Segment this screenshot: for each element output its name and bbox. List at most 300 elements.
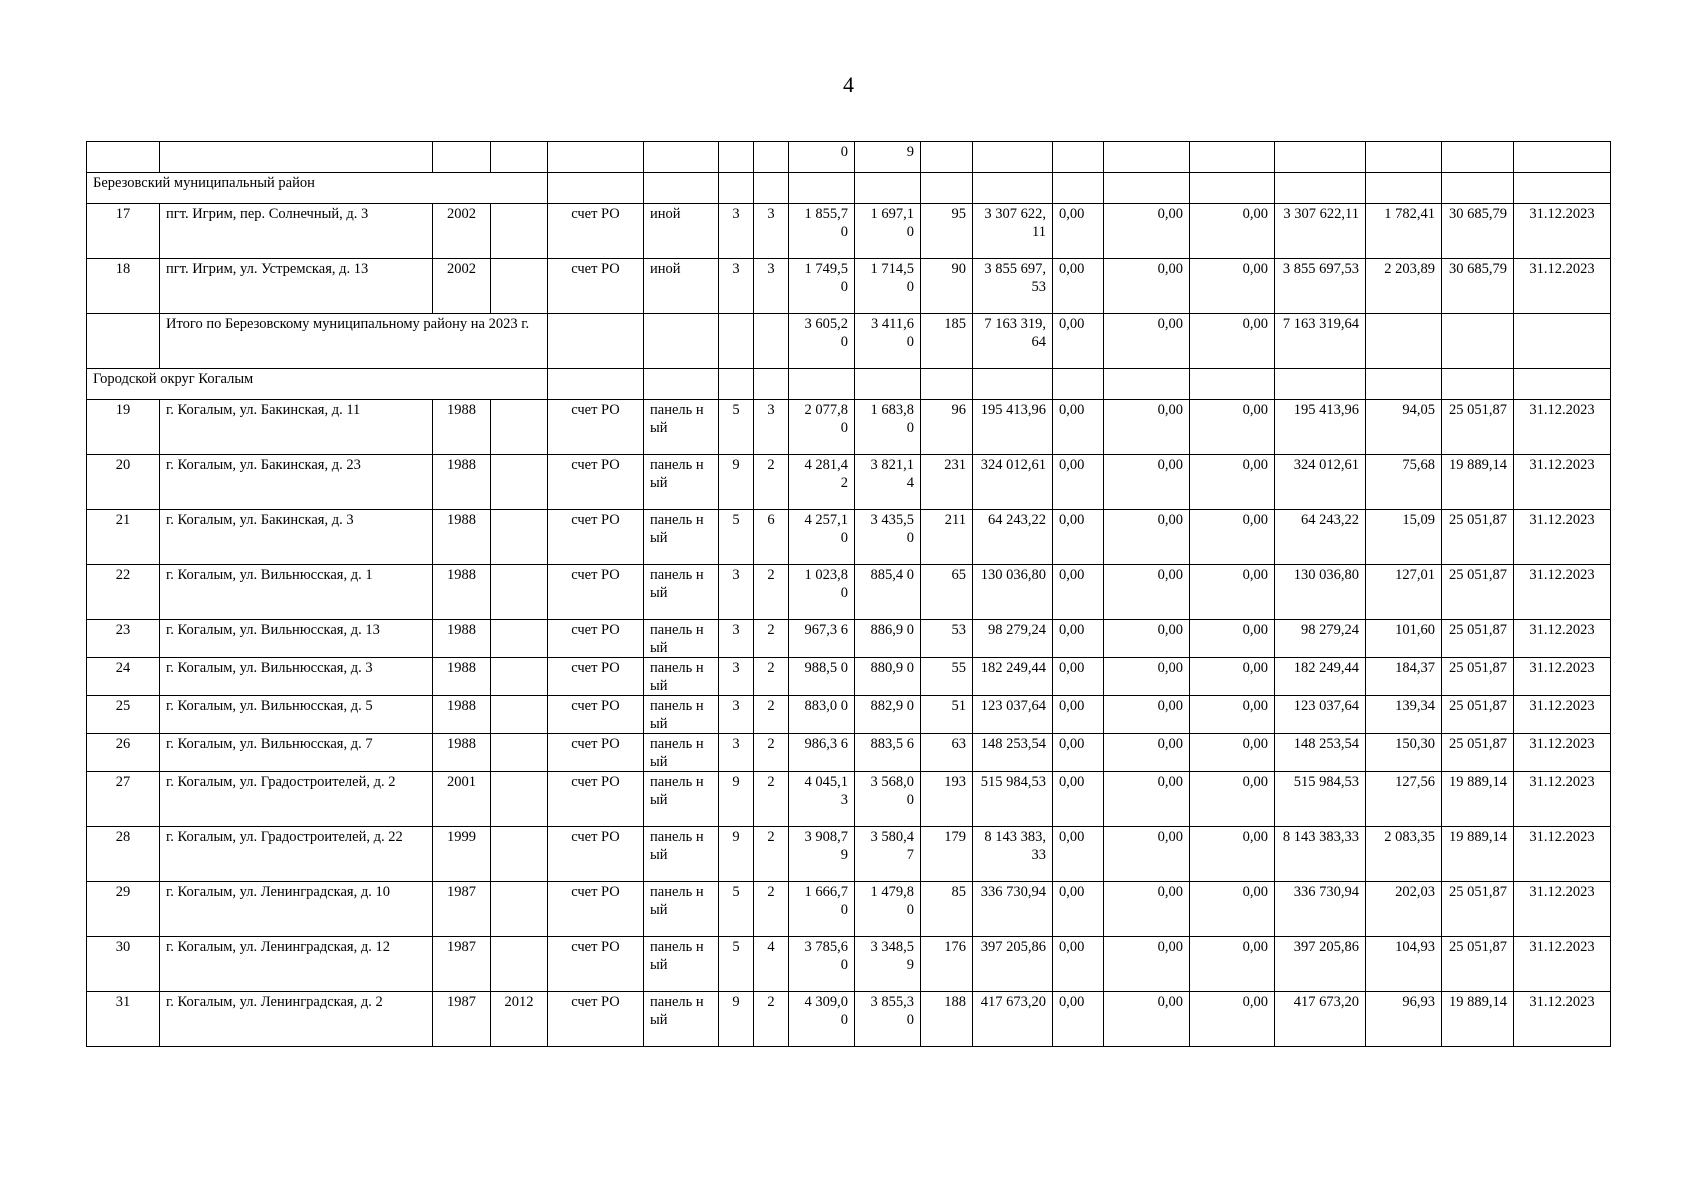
- fund-cell: 0,00: [1190, 827, 1275, 882]
- unit-cost-cell: 127,56: [1366, 772, 1442, 827]
- fund-cell: 0,00: [1053, 696, 1104, 734]
- row-number-cell: 24: [87, 658, 160, 696]
- year-repair-cell: [491, 696, 548, 734]
- area-total-cell: 883,0 0: [789, 696, 855, 734]
- area-living-cell: 1 479,8 0: [855, 882, 921, 937]
- empty-cell: [754, 369, 789, 400]
- limit-cost-cell: 25 051,87: [1442, 620, 1514, 658]
- residents-cell: 95: [921, 204, 973, 259]
- floors-cell: 5: [719, 937, 754, 992]
- row-number-cell: 20: [87, 455, 160, 510]
- empty-cell: [719, 314, 754, 369]
- limit-cost-cell: 19 889,14: [1442, 827, 1514, 882]
- fund-cell: 0,00: [1190, 937, 1275, 992]
- owners-funds-cell: 324 012,61: [1275, 455, 1366, 510]
- deadline-cell: 31.12.2023: [1514, 696, 1611, 734]
- year-repair-cell: [491, 510, 548, 565]
- deadline-cell: 31.12.2023: [1514, 827, 1611, 882]
- row-number-cell: 25: [87, 696, 160, 734]
- unit-cost-cell: 139,34: [1366, 696, 1442, 734]
- wall-material-cell: панель ный: [644, 658, 719, 696]
- cost-cell: 64 243,22: [973, 510, 1053, 565]
- fund-cell: 0,00: [1053, 658, 1104, 696]
- limit-cost-cell: 25 051,87: [1442, 734, 1514, 772]
- residents-cell: 193: [921, 772, 973, 827]
- wall-material-cell: панель ный: [644, 992, 719, 1047]
- empty-cell: [719, 369, 754, 400]
- entrances-cell: 3: [754, 259, 789, 314]
- entrances-cell: 2: [754, 882, 789, 937]
- fund-cell: 0,00: [1190, 992, 1275, 1047]
- area-total-cell: 1 666,7 0: [789, 882, 855, 937]
- table-row: [87, 455, 1611, 510]
- entrances-cell: 2: [754, 620, 789, 658]
- year-repair-cell: [491, 937, 548, 992]
- fund-cell: 0,00: [1190, 400, 1275, 455]
- empty-cell: [87, 314, 160, 369]
- entrances-cell: 2: [754, 772, 789, 827]
- year-repair-cell: [491, 565, 548, 620]
- fund-cell: 0,00: [1053, 992, 1104, 1047]
- fund-cell: 0,00: [1104, 992, 1190, 1047]
- wall-material-cell: иной: [644, 259, 719, 314]
- fund-cell: 0,00: [1190, 455, 1275, 510]
- floors-cell: 3: [719, 734, 754, 772]
- cost-cell: 123 037,64: [973, 696, 1053, 734]
- limit-cost-cell: 30 685,79: [1442, 259, 1514, 314]
- row-number-cell: 21: [87, 510, 160, 565]
- area-living-cell: 1 714,5 0: [855, 259, 921, 314]
- fund-cell: 0,00: [1053, 314, 1104, 369]
- row-number-cell: 22: [87, 565, 160, 620]
- address-cell: г. Когалым, ул. Ленинградская, д. 12: [160, 937, 433, 992]
- cost-cell: 148 253,54: [973, 734, 1053, 772]
- unit-cost-cell: 184,37: [1366, 658, 1442, 696]
- table-row: [87, 259, 1611, 314]
- empty-cell: [921, 369, 973, 400]
- address-cell: пгт. Игрим, ул. Устремская, д. 13: [160, 259, 433, 314]
- limit-cost-cell: 25 051,87: [1442, 510, 1514, 565]
- area-living-cell: 3 855,3 0: [855, 992, 921, 1047]
- fund-cell: 0,00: [1104, 314, 1190, 369]
- fund-method-cell: счет РО: [548, 400, 644, 455]
- deadline-cell: 31.12.2023: [1514, 992, 1611, 1047]
- deadline-cell: 31.12.2023: [1514, 658, 1611, 696]
- year-repair-cell: [491, 734, 548, 772]
- owners-funds-cell: 123 037,64: [1275, 696, 1366, 734]
- empty-cell: [973, 369, 1053, 400]
- floors-cell: 5: [719, 510, 754, 565]
- area-living-cell: 3 580,4 7: [855, 827, 921, 882]
- area-living-cell: 3 348,5 9: [855, 937, 921, 992]
- year-built-cell: 1987: [433, 882, 491, 937]
- fund-cell: 0,00: [1104, 620, 1190, 658]
- floors-cell: 9: [719, 455, 754, 510]
- cost-cell: 130 036,80: [973, 565, 1053, 620]
- cost-cell: 182 249,44: [973, 658, 1053, 696]
- empty-cell: [1366, 369, 1442, 400]
- row-number-cell: 19: [87, 400, 160, 455]
- fund-method-cell: счет РО: [548, 565, 644, 620]
- entrances-cell: 2: [754, 455, 789, 510]
- residents-cell: 211: [921, 510, 973, 565]
- owners-funds-cell: 130 036,80: [1275, 565, 1366, 620]
- fund-cell: 0,00: [1053, 937, 1104, 992]
- floors-cell: 3: [719, 204, 754, 259]
- area-total-cell: 3 605,2 0: [789, 314, 855, 369]
- table-row: [87, 565, 1611, 620]
- area-living-cell: 883,5 6: [855, 734, 921, 772]
- year-built-cell: 1988: [433, 455, 491, 510]
- residents-cell: 188: [921, 992, 973, 1047]
- empty-cell: [789, 369, 855, 400]
- residents-cell: 63: [921, 734, 973, 772]
- fund-cell: 0,00: [1104, 565, 1190, 620]
- area-living-cell: 3 568,0 0: [855, 772, 921, 827]
- total-label: Итого по Березовскому муниципальному району на 2023 г.: [160, 314, 548, 369]
- residents-cell: 179: [921, 827, 973, 882]
- area-total-cell: 0: [789, 142, 855, 173]
- year-built-cell: 1987: [433, 937, 491, 992]
- unit-cost-cell: 2 203,89: [1366, 259, 1442, 314]
- limit-cost-cell: 19 889,14: [1442, 992, 1514, 1047]
- limit-cost-cell: 30 685,79: [1442, 204, 1514, 259]
- owners-funds-cell: 336 730,94: [1275, 882, 1366, 937]
- wall-material-cell: панель ный: [644, 455, 719, 510]
- entrances-cell: 2: [754, 734, 789, 772]
- fund-cell: 0,00: [1053, 772, 1104, 827]
- fund-cell: 0,00: [1190, 620, 1275, 658]
- area-total-cell: 3 785,6 0: [789, 937, 855, 992]
- page-number: 4: [843, 72, 854, 97]
- residents-cell: 65: [921, 565, 973, 620]
- owners-funds-cell: 515 984,53: [1275, 772, 1366, 827]
- row-number-cell: 18: [87, 259, 160, 314]
- fund-cell: 0,00: [1190, 314, 1275, 369]
- fund-cell: 0,00: [1190, 882, 1275, 937]
- address-cell: г. Когалым, ул. Бакинская, д. 11: [160, 400, 433, 455]
- unit-cost-cell: 127,01: [1366, 565, 1442, 620]
- area-living-cell: 882,9 0: [855, 696, 921, 734]
- table-row: [87, 142, 1611, 173]
- year-repair-cell: [491, 658, 548, 696]
- floors-cell: 3: [719, 620, 754, 658]
- owners-funds-cell: 182 249,44: [1275, 658, 1366, 696]
- unit-cost-cell: 96,93: [1366, 992, 1442, 1047]
- table-row: [87, 658, 1611, 696]
- year-repair-cell: 2012: [491, 992, 548, 1047]
- fund-cell: 0,00: [1053, 565, 1104, 620]
- cost-cell: 7 163 319,64: [973, 314, 1053, 369]
- fund-cell: 0,00: [1104, 204, 1190, 259]
- fund-cell: 0,00: [1190, 510, 1275, 565]
- housing-repair-table: [86, 141, 1611, 1047]
- deadline-cell: 31.12.2023: [1514, 400, 1611, 455]
- fund-method-cell: счет РО: [548, 204, 644, 259]
- owners-funds-cell: 195 413,96: [1275, 400, 1366, 455]
- fund-method-cell: счет РО: [548, 259, 644, 314]
- fund-method-cell: счет РО: [548, 696, 644, 734]
- floors-cell: 5: [719, 882, 754, 937]
- year-built-cell: 1988: [433, 400, 491, 455]
- fund-cell: 0,00: [1104, 696, 1190, 734]
- row-number-cell: 26: [87, 734, 160, 772]
- wall-material-cell: панель ный: [644, 827, 719, 882]
- empty-cell: [644, 369, 719, 400]
- year-built-cell: 1988: [433, 565, 491, 620]
- fund-cell: 0,00: [1104, 658, 1190, 696]
- year-built-cell: 1987: [433, 992, 491, 1047]
- empty-cell: [754, 314, 789, 369]
- area-living-cell: 3 411,6 0: [855, 314, 921, 369]
- wall-material-cell: панель ный: [644, 734, 719, 772]
- unit-cost-cell: 150,30: [1366, 734, 1442, 772]
- total-row: [87, 314, 1611, 369]
- year-repair-cell: [491, 620, 548, 658]
- row-number-cell: 31: [87, 992, 160, 1047]
- area-living-cell: 886,9 0: [855, 620, 921, 658]
- cost-cell: 336 730,94: [973, 882, 1053, 937]
- owners-funds-cell: 98 279,24: [1275, 620, 1366, 658]
- floors-cell: 9: [719, 772, 754, 827]
- area-total-cell: 4 309,0 0: [789, 992, 855, 1047]
- row-number-cell: 30: [87, 937, 160, 992]
- area-living-cell: 885,4 0: [855, 565, 921, 620]
- fund-method-cell: счет РО: [548, 658, 644, 696]
- year-repair-cell: [491, 259, 548, 314]
- empty-cell: [1442, 369, 1514, 400]
- residents-cell: 53: [921, 620, 973, 658]
- fund-cell: 0,00: [1104, 455, 1190, 510]
- entrances-cell: 2: [754, 658, 789, 696]
- entrances-cell: 4: [754, 937, 789, 992]
- fund-cell: 0,00: [1190, 696, 1275, 734]
- area-total-cell: 4 257,1 0: [789, 510, 855, 565]
- section-title-kogalym: Городской округ Когалым: [87, 369, 548, 400]
- deadline-cell: 31.12.2023: [1514, 937, 1611, 992]
- section-row: [87, 173, 1611, 204]
- table-row: [87, 882, 1611, 937]
- empty-cell: [1275, 369, 1366, 400]
- fund-cell: 0,00: [1053, 259, 1104, 314]
- limit-cost-cell: 25 051,87: [1442, 400, 1514, 455]
- row-number-cell: 17: [87, 204, 160, 259]
- limit-cost-cell: 19 889,14: [1442, 455, 1514, 510]
- year-repair-cell: [491, 455, 548, 510]
- fund-cell: 0,00: [1104, 259, 1190, 314]
- table-row: [87, 992, 1611, 1047]
- fund-cell: 0,00: [1104, 400, 1190, 455]
- area-living-cell: 1 697,1 0: [855, 204, 921, 259]
- owners-funds-cell: 148 253,54: [1275, 734, 1366, 772]
- wall-material-cell: панель ный: [644, 696, 719, 734]
- wall-material-cell: иной: [644, 204, 719, 259]
- area-total-cell: 988,5 0: [789, 658, 855, 696]
- unit-cost-cell: 15,09: [1366, 510, 1442, 565]
- fund-cell: 0,00: [1053, 204, 1104, 259]
- area-total-cell: 986,3 6: [789, 734, 855, 772]
- unit-cost-cell: 101,60: [1366, 620, 1442, 658]
- area-total-cell: 2 077,8 0: [789, 400, 855, 455]
- deadline-cell: 31.12.2023: [1514, 455, 1611, 510]
- fund-cell: 0,00: [1053, 734, 1104, 772]
- unit-cost-cell: 94,05: [1366, 400, 1442, 455]
- owners-funds-cell: 397 205,86: [1275, 937, 1366, 992]
- fund-method-cell: счет РО: [548, 772, 644, 827]
- fund-method-cell: счет РО: [548, 992, 644, 1047]
- owners-funds-cell: 3 855 697,53: [1275, 259, 1366, 314]
- unit-cost-cell: 104,93: [1366, 937, 1442, 992]
- owners-funds-cell: 8 143 383,33: [1275, 827, 1366, 882]
- residents-cell: 90: [921, 259, 973, 314]
- wall-material-cell: панель ный: [644, 937, 719, 992]
- year-built-cell: 2001: [433, 772, 491, 827]
- fund-cell: 0,00: [1104, 772, 1190, 827]
- empty-cell: [548, 314, 644, 369]
- cost-cell: 3 855 697,53: [973, 259, 1053, 314]
- deadline-cell: 31.12.2023: [1514, 204, 1611, 259]
- residents-cell: 55: [921, 658, 973, 696]
- row-number-cell: 23: [87, 620, 160, 658]
- fund-method-cell: счет РО: [548, 827, 644, 882]
- owners-funds-cell: 64 243,22: [1275, 510, 1366, 565]
- wall-material-cell: панель ный: [644, 565, 719, 620]
- area-total-cell: 967,3 6: [789, 620, 855, 658]
- table-row: [87, 204, 1611, 259]
- area-total-cell: 4 045,1 3: [789, 772, 855, 827]
- residents-cell: 185: [921, 314, 973, 369]
- floors-cell: 3: [719, 259, 754, 314]
- year-built-cell: 1988: [433, 696, 491, 734]
- address-cell: г. Когалым, ул. Ленинградская, д. 10: [160, 882, 433, 937]
- cost-cell: 324 012,61: [973, 455, 1053, 510]
- empty-cell: [1053, 369, 1104, 400]
- cost-cell: 3 307 622,11: [973, 204, 1053, 259]
- empty-cell: [1442, 314, 1514, 369]
- residents-cell: 231: [921, 455, 973, 510]
- area-total-cell: 1 023,8 0: [789, 565, 855, 620]
- fund-cell: 0,00: [1053, 400, 1104, 455]
- area-total-cell: 4 281,4 2: [789, 455, 855, 510]
- entrances-cell: 3: [754, 400, 789, 455]
- row-number-cell: 27: [87, 772, 160, 827]
- unit-cost-cell: 1 782,41: [1366, 204, 1442, 259]
- residents-cell: 176: [921, 937, 973, 992]
- row-number-cell: 28: [87, 827, 160, 882]
- empty-cell: [548, 369, 644, 400]
- fund-method-cell: счет РО: [548, 620, 644, 658]
- cost-cell: 98 279,24: [973, 620, 1053, 658]
- entrances-cell: 2: [754, 696, 789, 734]
- wall-material-cell: панель ный: [644, 620, 719, 658]
- wall-material-cell: панель ный: [644, 400, 719, 455]
- limit-cost-cell: 25 051,87: [1442, 937, 1514, 992]
- table-row: [87, 827, 1611, 882]
- fund-cell: 0,00: [1053, 827, 1104, 882]
- fund-cell: 0,00: [1190, 734, 1275, 772]
- fund-method-cell: счет РО: [548, 882, 644, 937]
- table-body: [87, 142, 1611, 1047]
- address-cell: г. Когалым, ул. Ленинградская, д. 2: [160, 992, 433, 1047]
- area-living-cell: 9: [855, 142, 921, 173]
- year-built-cell: 1988: [433, 658, 491, 696]
- deadline-cell: 31.12.2023: [1514, 882, 1611, 937]
- wall-material-cell: панель ный: [644, 882, 719, 937]
- deadline-cell: 31.12.2023: [1514, 510, 1611, 565]
- address-cell: г. Когалым, ул. Градостроителей, д. 2: [160, 772, 433, 827]
- address-cell: г. Когалым, ул. Вильнюсская, д. 3: [160, 658, 433, 696]
- address-cell: г. Когалым, ул. Вильнюсская, д. 5: [160, 696, 433, 734]
- floors-cell: 9: [719, 992, 754, 1047]
- empty-cell: [1190, 369, 1275, 400]
- fund-cell: 0,00: [1104, 510, 1190, 565]
- residents-cell: 96: [921, 400, 973, 455]
- limit-cost-cell: 25 051,87: [1442, 882, 1514, 937]
- year-repair-cell: [491, 772, 548, 827]
- fund-method-cell: счет РО: [548, 455, 644, 510]
- address-cell: г. Когалым, ул. Вильнюсская, д. 13: [160, 620, 433, 658]
- fund-method-cell: счет РО: [548, 734, 644, 772]
- entrances-cell: 2: [754, 565, 789, 620]
- fund-method-cell: счет РО: [548, 937, 644, 992]
- area-living-cell: 880,9 0: [855, 658, 921, 696]
- deadline-cell: 31.12.2023: [1514, 734, 1611, 772]
- deadline-cell: 31.12.2023: [1514, 772, 1611, 827]
- floors-cell: 3: [719, 696, 754, 734]
- fund-cell: 0,00: [1053, 455, 1104, 510]
- cost-cell: 397 205,86: [973, 937, 1053, 992]
- area-total-cell: 1 749,5 0: [789, 259, 855, 314]
- floors-cell: 3: [719, 565, 754, 620]
- fund-cell: 0,00: [1104, 827, 1190, 882]
- fund-cell: 0,00: [1053, 510, 1104, 565]
- fund-cell: 0,00: [1190, 772, 1275, 827]
- limit-cost-cell: 25 051,87: [1442, 658, 1514, 696]
- section-row: [87, 369, 1611, 400]
- unit-cost-cell: 2 083,35: [1366, 827, 1442, 882]
- owners-funds-cell: 3 307 622,11: [1275, 204, 1366, 259]
- year-built-cell: 2002: [433, 204, 491, 259]
- cost-cell: 8 143 383,33: [973, 827, 1053, 882]
- fund-cell: 0,00: [1190, 259, 1275, 314]
- floors-cell: 9: [719, 827, 754, 882]
- fund-cell: 0,00: [1053, 620, 1104, 658]
- owners-funds-cell: 417 673,20: [1275, 992, 1366, 1047]
- wall-material-cell: панель ный: [644, 510, 719, 565]
- area-total-cell: 1 855,7 0: [789, 204, 855, 259]
- entrances-cell: 2: [754, 827, 789, 882]
- area-living-cell: 3 821,1 4: [855, 455, 921, 510]
- table-row: [87, 400, 1611, 455]
- row-number-cell: 29: [87, 882, 160, 937]
- empty-cell: [1514, 369, 1611, 400]
- entrances-cell: 6: [754, 510, 789, 565]
- table-row: [87, 734, 1611, 772]
- address-cell: г. Когалым, ул. Градостроителей, д. 22: [160, 827, 433, 882]
- fund-cell: 0,00: [1104, 882, 1190, 937]
- area-total-cell: 3 908,7 9: [789, 827, 855, 882]
- owners-funds-cell: 7 163 319,64: [1275, 314, 1366, 369]
- residents-cell: 85: [921, 882, 973, 937]
- fund-cell: 0,00: [1190, 658, 1275, 696]
- year-built-cell: 1999: [433, 827, 491, 882]
- year-built-cell: 1988: [433, 620, 491, 658]
- empty-cell: [644, 314, 719, 369]
- entrances-cell: 2: [754, 992, 789, 1047]
- empty-cell: [1366, 314, 1442, 369]
- deadline-cell: 31.12.2023: [1514, 259, 1611, 314]
- fund-cell: 0,00: [1104, 937, 1190, 992]
